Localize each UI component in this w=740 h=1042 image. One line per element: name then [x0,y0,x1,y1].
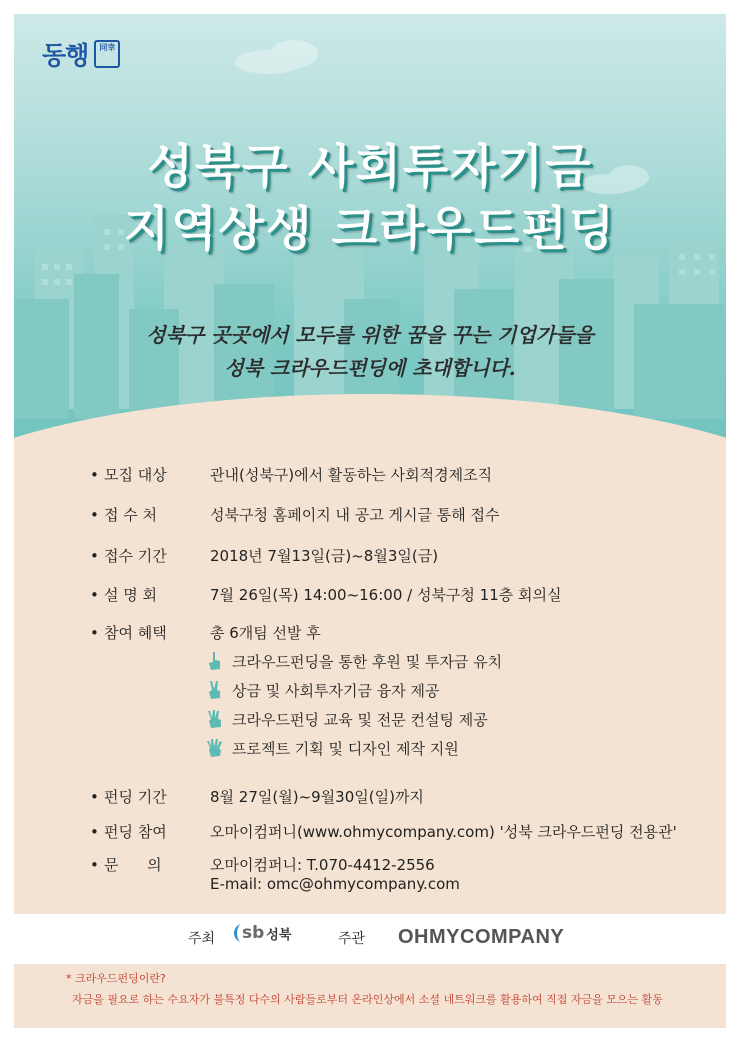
detail-label: 설 명 회 [104,586,158,604]
subtitle-line-1: 성북구 곳곳에서 모두를 위한 꿈을 꾸는 기업가들을 [146,323,594,347]
detail-value: 관내(성북구)에서 활동하는 사회적경제조직 [210,466,493,484]
title-line-1: 성북구 사회투자기금 [147,140,593,195]
bullet-dot: • [90,788,99,806]
sb-swoosh-icon [230,922,242,944]
detail-row-funding-period [90,786,720,807]
organizer-label: 주관 [338,931,366,947]
detail-value: 7월 26일(목) 14:00~16:00 / 성북구청 11층 회의실 [210,586,562,604]
benefit-text: 크라우드펀딩을 통한 후원 및 투자금 유치 [232,652,503,671]
sb-seongbuk-logo [230,922,291,944]
subtitle-line-2: 성북 크라우드펀딩에 초대합니다. [224,356,516,380]
contact-email[interactable]: E-mail: omc@ohmycompany.com [210,875,460,893]
one-finger-hand-icon [206,650,224,672]
bullet-dot: • [90,466,99,484]
benefit-text: 크라우드펀딩 교육 및 전문 컨설팅 제공 [232,710,488,729]
benefit-text: 프로젝트 기획 및 디자인 제작 지원 [232,739,459,758]
detail-label: 문 의 [104,856,162,874]
benefit-text: 상금 및 사회투자기금 융자 제공 [232,681,440,700]
benefit-item [206,650,502,672]
detail-label: 참여 혜택 [104,624,167,642]
detail-value: 오마이컴퍼니(www.ohmycompany.com) '성북 크라우드펀딩 전용관' [210,823,677,841]
detail-label: 펀딩 참여 [104,823,167,841]
sb-logo-suffix: 성북 [266,927,292,943]
title-line-2: 지역상생 크라우드펀딩 [123,202,617,257]
bullet-dot: • [90,823,99,841]
poster [14,14,726,1028]
detail-row-recruit-target [90,464,720,485]
sb-logo-text: sb [242,923,265,943]
detail-label: 접 수 처 [104,506,158,524]
bullet-dot: • [90,856,99,874]
detail-row-benefits [90,622,720,643]
detail-value: 8월 27일(월)~9월30일(일)까지 [210,788,424,806]
bullet-dot: • [90,547,99,565]
three-finger-hand-icon [206,708,224,730]
bullet-dot: • [90,586,99,604]
detail-label: 모집 대상 [104,466,167,484]
detail-row-briefing [90,584,720,605]
contact-phone: 오마이컴퍼니: T.070-4412-2556 [210,856,435,874]
note-body: 자금을 필요로 하는 수요자가 불특정 다수의 사람들로부터 온라인상에서 소셜 네트워크를 활용하여 직접 자금을 모으는 활동 [72,993,663,1006]
logo-seal: 同幸 [94,40,120,68]
detail-row-submission [90,504,720,525]
detail-row-period [90,545,720,566]
note-title: * 크라우드펀딩이란? [66,972,166,985]
detail-row-contact [90,854,720,893]
benefit-item [206,708,488,730]
benefit-item [206,737,459,759]
four-finger-hand-icon [206,737,224,759]
bullet-dot: • [90,506,99,524]
sponsor-footer [14,914,726,964]
detail-label: 접수 기간 [104,547,167,565]
host-label: 주최 [188,931,216,947]
dongheng-logo [42,36,120,72]
bullet-dot: • [90,624,99,642]
detail-value: 총 6개팀 선발 후 [210,624,321,642]
detail-value [210,854,460,893]
two-finger-hand-icon [206,679,224,701]
detail-value: 성북구청 홈페이지 내 공고 게시글 통해 접수 [210,506,500,524]
detail-label: 펀딩 기간 [104,788,167,806]
detail-value: 2018년 7월13일(금)~8월3일(금) [210,547,439,565]
logo-text: 동행 [42,41,89,70]
detail-row-funding-join [90,821,720,842]
ohmycompany-logo: OHMYCOMPANY [398,926,565,948]
benefit-item [206,679,439,701]
